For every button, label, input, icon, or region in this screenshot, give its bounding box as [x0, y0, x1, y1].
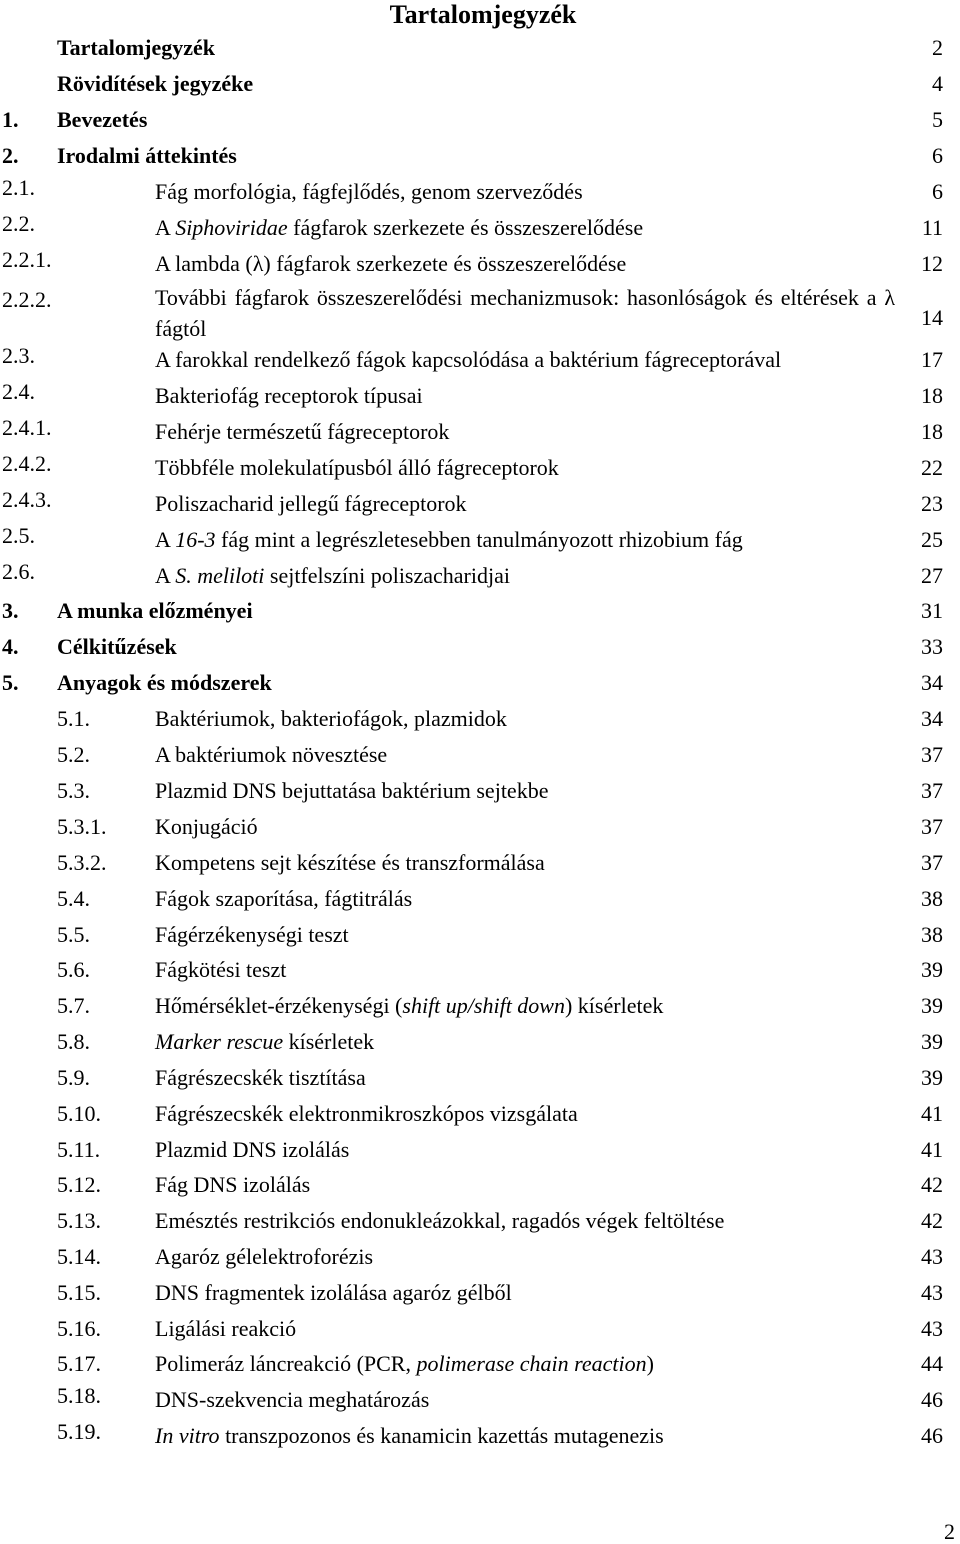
toc-entry-title: Marker rescue kísérletek: [155, 1029, 375, 1054]
page-title: Tartalomjegyzék: [389, 0, 577, 29]
toc-entry[interactable]: [0, 486, 960, 522]
toc-entry[interactable]: [0, 773, 960, 809]
toc-entry[interactable]: [0, 737, 960, 773]
toc-entry[interactable]: [0, 174, 960, 210]
toc-entry-number: 5.1.: [57, 706, 90, 731]
toc-entry-number: 5.4.: [57, 886, 90, 911]
toc-entry-page: 39: [921, 1029, 943, 1054]
toc-entry[interactable]: [0, 809, 960, 845]
toc-entry-number: 5.3.1.: [57, 814, 107, 839]
toc-entry-page: 39: [921, 993, 943, 1018]
toc-entry-title: Fágrészecskék tisztítása: [155, 1065, 366, 1090]
toc-entry[interactable]: [0, 1132, 960, 1168]
toc-entry-title: Plazmid DNS izolálás: [155, 1137, 350, 1162]
toc-entry[interactable]: [0, 1024, 960, 1060]
toc-entry-number: 5.: [2, 670, 19, 695]
toc-entry-title: Fág morfológia, fágfejlődés, genom szerveződés: [155, 179, 583, 204]
toc-entry-title: Konjugáció: [155, 814, 258, 839]
toc-entry-title: Ligálási reakció: [155, 1316, 297, 1341]
toc-entry[interactable]: [0, 1311, 960, 1347]
toc-entry-title: Fágérzékenységi teszt: [155, 922, 349, 947]
toc-entry-number: 5.18.: [57, 1383, 101, 1408]
toc-entry-page: 39: [921, 1065, 943, 1090]
toc-entry-title: További fágfarok összeszerelődési mechanizmusok: hasonlóságok és eltérések a λ fágtól: [155, 285, 895, 341]
toc-entry-page: 37: [921, 742, 943, 767]
toc-entry-number: 5.15.: [57, 1280, 101, 1305]
toc-entry-page: 17: [921, 347, 943, 372]
toc-entry-number: 2.4.: [2, 379, 35, 404]
toc-entry[interactable]: [0, 665, 960, 701]
toc-entry-page: 44: [921, 1351, 943, 1376]
toc-entry-number: 1.: [2, 107, 19, 132]
toc-entry[interactable]: [0, 629, 960, 665]
toc-entry-title: A S. meliloti sejtfelszíni poliszacharidjai: [155, 563, 510, 588]
toc-entry[interactable]: [0, 30, 960, 66]
toc-entry-number: 2.: [2, 143, 19, 168]
toc-entry[interactable]: [0, 1239, 960, 1275]
toc-entry-page: 42: [921, 1208, 943, 1233]
toc-entry-page: 34: [921, 706, 943, 731]
toc-entry-page: 43: [921, 1280, 943, 1305]
toc-entry[interactable]: [0, 450, 960, 486]
toc-entry-page: 4: [932, 71, 943, 96]
toc-entry-number: 5.12.: [57, 1172, 101, 1197]
toc-entry-number: 5.17.: [57, 1351, 101, 1376]
toc-entry-title: Plazmid DNS bejuttatása baktérium sejtekbe: [155, 778, 549, 803]
toc-entry-number: 5.6.: [57, 957, 90, 982]
toc-entry-title: Rövidítések jegyzéke: [57, 71, 254, 96]
toc-entry-page: 34: [921, 670, 943, 695]
toc-entry-page: 37: [921, 778, 943, 803]
toc-entry[interactable]: [0, 952, 960, 988]
toc-entry-page: 2: [932, 35, 943, 60]
toc-entry-number: 2.5.: [2, 523, 35, 548]
toc-entry-page: 33: [921, 634, 943, 659]
toc-entry-number: 5.2.: [57, 742, 90, 767]
toc-entry-title: DNS fragmentek izolálása agaróz gélből: [155, 1280, 512, 1305]
page-number: 2: [944, 1519, 955, 1544]
toc-entry-title: A 16-3 fág mint a legrészletesebben tanulmányozott rhizobium fág: [155, 527, 743, 552]
toc-entry-page: 6: [932, 143, 943, 168]
toc-entry-number: 2.2.2.: [2, 287, 52, 312]
toc-entry[interactable]: [0, 917, 960, 953]
toc-entry-title: In vitro transzpozonos és kanamicin kazettás mutagenezis: [155, 1423, 664, 1448]
toc-entry[interactable]: [0, 1060, 960, 1096]
toc-entry-page: 14: [921, 305, 943, 330]
toc-entry[interactable]: [0, 1275, 960, 1311]
toc-entry-title: Anyagok és módszerek: [57, 670, 272, 695]
toc-entry-title: Célkitűzések: [57, 634, 177, 659]
toc-entry-page: 5: [932, 107, 943, 132]
toc-entry[interactable]: [0, 342, 960, 378]
toc-entry-title: Hőmérséklet-érzékenységi (shift up/shift down) kísérletek: [155, 993, 664, 1018]
toc-entry-title: Polimeráz láncreakció (PCR, polimerase chain reaction): [155, 1351, 654, 1376]
toc-entry-title: A Siphoviridae fágfarok szerkezete és összeszerelődése: [155, 215, 644, 240]
toc-entry-title: Agaróz gélelektroforézis: [155, 1244, 374, 1269]
toc-entry[interactable]: [0, 102, 960, 138]
toc-entry-number: 5.13.: [57, 1208, 101, 1233]
toc-entry-page: 22: [921, 455, 943, 480]
toc-entry-number: 5.11.: [57, 1137, 101, 1162]
toc-entry-number: 5.10.: [57, 1101, 101, 1126]
toc-entry-title: A baktériumok növesztése: [155, 742, 388, 767]
toc-entry-title: Fehérje természetű fágreceptorok: [155, 419, 450, 444]
toc-entry-page: 41: [921, 1137, 943, 1162]
toc-entry-number: 2.4.2.: [2, 451, 52, 476]
toc-entry-number: 2.1.: [2, 175, 35, 200]
toc-entry-number: 5.3.: [57, 778, 90, 803]
toc-entry[interactable]: [0, 1382, 960, 1418]
toc-entry[interactable]: [0, 1346, 960, 1382]
toc-entry-page: 41: [921, 1101, 943, 1126]
toc-entry[interactable]: [0, 845, 960, 881]
toc-entry-title: Fág DNS izolálás: [155, 1172, 311, 1197]
toc-entry[interactable]: [0, 1096, 960, 1132]
toc-entry[interactable]: [0, 1203, 960, 1239]
toc-entry-number: 5.9.: [57, 1065, 90, 1090]
toc-entry[interactable]: [0, 210, 960, 246]
toc-entry-page: 23: [921, 491, 943, 516]
toc-entry-number: 2.4.1.: [2, 415, 52, 440]
toc-entry[interactable]: [0, 414, 960, 450]
toc-entry-page: 37: [921, 850, 943, 875]
toc-entry-title: Bevezetés: [57, 107, 148, 132]
toc-entry-title: Poliszacharid jellegű fágreceptorok: [155, 491, 467, 516]
toc-entry-number: 5.8.: [57, 1029, 90, 1054]
toc-entry-page: 18: [921, 383, 943, 408]
toc-entry-page: 46: [921, 1423, 943, 1448]
toc-entry-page: 43: [921, 1316, 943, 1341]
toc-entry-title: Kompetens sejt készítése és transzformálása: [155, 850, 545, 875]
toc-entry-title: Fágkötési teszt: [155, 957, 287, 982]
toc-entry-page: 42: [921, 1172, 943, 1197]
toc-entry-number: 4.: [2, 634, 19, 659]
toc-entry[interactable]: [0, 1418, 960, 1454]
toc-entry-number: 2.6.: [2, 559, 35, 584]
toc-entry-page: 37: [921, 814, 943, 839]
toc-entry-page: 18: [921, 419, 943, 444]
toc-entry-number: 3.: [2, 598, 19, 623]
toc-entry[interactable]: [0, 1167, 960, 1203]
toc-entry-title: A lambda (λ) fágfarok szerkezete és összeszerelődése: [155, 251, 627, 276]
toc-entry[interactable]: [0, 138, 960, 174]
toc-entry[interactable]: [0, 246, 960, 282]
toc-entry-number: 2.3.: [2, 343, 35, 368]
toc-entry-title: A farokkal rendelkező fágok kapcsolódása a baktérium fágreceptorával: [155, 347, 782, 372]
toc-entry[interactable]: [0, 378, 960, 414]
toc-entry[interactable]: [0, 558, 960, 594]
toc-entry-page: 11: [921, 215, 943, 240]
toc-entry-title: Fágok szaporítása, fágtitrálás: [155, 886, 413, 911]
toc-entry-page: 39: [921, 957, 943, 982]
toc-entry-number: 5.3.2.: [57, 850, 107, 875]
toc-entry-number: 2.4.3.: [2, 487, 52, 512]
toc-entry-title: A munka előzményei: [57, 598, 253, 623]
toc-entry-title: Emésztés restrikciós endonukleázokkal, ragadós végek feltöltése: [155, 1208, 725, 1233]
toc-entry-page: 12: [921, 251, 943, 276]
toc-entry-page: 31: [921, 598, 943, 623]
toc-entry[interactable]: [0, 988, 960, 1024]
toc-entry[interactable]: [0, 593, 960, 629]
toc-entry[interactable]: [0, 522, 960, 558]
toc-entry-page: 46: [921, 1387, 943, 1412]
toc-entry[interactable]: [0, 881, 960, 917]
toc-entry[interactable]: [0, 701, 960, 737]
toc-entry-title: Többféle molekulatípusból álló fágreceptorok: [155, 455, 559, 480]
toc-entry-page: 25: [921, 527, 943, 552]
toc-entry-number: 2.2.: [2, 211, 35, 236]
toc-entry-number: 5.14.: [57, 1244, 101, 1269]
toc-entry-number: 5.16.: [57, 1316, 101, 1341]
toc-entry-page: 38: [921, 886, 943, 911]
toc-entry-page: 6: [932, 179, 943, 204]
toc-entry-title: Irodalmi áttekintés: [57, 143, 237, 168]
toc-entry-page: 27: [921, 563, 943, 588]
toc-entry-page: 43: [921, 1244, 943, 1269]
toc-entry-title: DNS-szekvencia meghatározás: [155, 1387, 430, 1412]
toc-entry-number: 5.5.: [57, 922, 90, 947]
toc-entry[interactable]: [0, 66, 960, 102]
toc-entry-title: Fágrészecskék elektronmikroszkópos vizsgálata: [155, 1101, 578, 1126]
toc-entry-number: 5.19.: [57, 1419, 101, 1444]
toc-entry-title: Tartalomjegyzék: [57, 35, 216, 60]
toc-entry-number: 5.7.: [57, 993, 90, 1018]
toc-entry-number: 2.2.1.: [2, 247, 52, 272]
toc-entry-title: Baktériumok, bakteriofágok, plazmidok: [155, 706, 507, 731]
toc-entry-title: Bakteriofág receptorok típusai: [155, 383, 423, 408]
toc-entry-page: 38: [921, 922, 943, 947]
